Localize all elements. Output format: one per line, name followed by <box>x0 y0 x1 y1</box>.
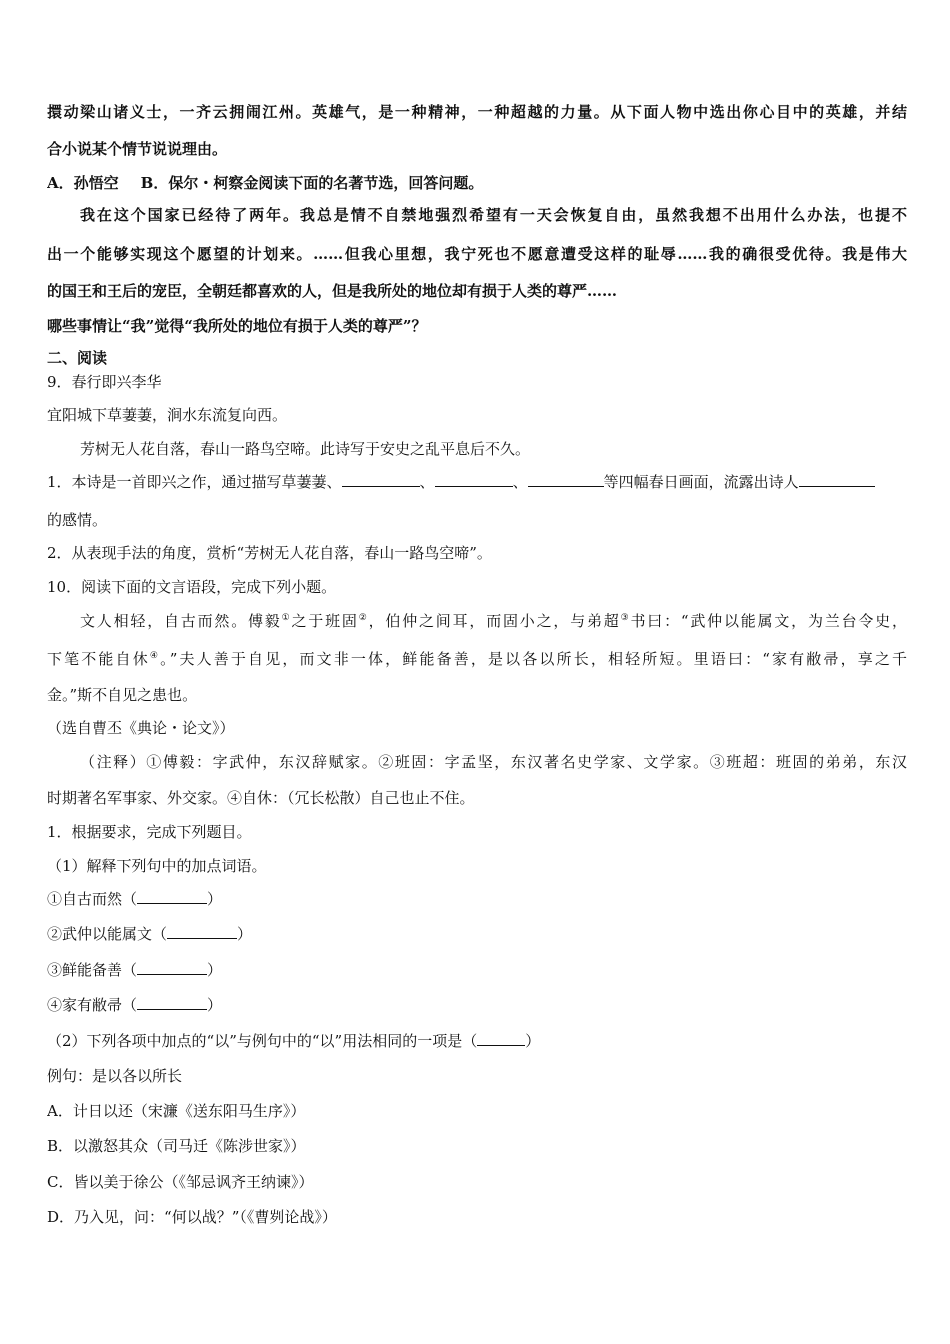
subquestion-1: 1．根据要求，完成下列题目。 <box>47 823 252 841</box>
word-item-3: ③鲜能备善（ ） <box>47 961 223 979</box>
answer-blank[interactable] <box>137 995 207 1010</box>
choice-d[interactable]: D．乃入见，问：“何以战？”（《曹刿论战》） <box>47 1208 337 1226</box>
intro-line-2: 合小说某个情节说说理由。 <box>47 140 228 158</box>
options-line <box>47 173 907 193</box>
excerpt-line-3: 的国王和王后的宠臣，全朝廷都喜欢的人，但是我所处的地位却有损于人类的尊严…… <box>47 282 618 300</box>
answer-blank[interactable] <box>799 472 875 487</box>
word-item-4: ④家有敝帚（ ） <box>47 996 223 1014</box>
notes-line-1: （注释）①傅毅：字武仲，东汉辞赋家。②班固：字孟坚，东汉著名史学家、文学家。③班超：班固的弟弟，东汉 <box>80 753 907 771</box>
example-sentence: 例句：是以各以所长 <box>47 1067 183 1085</box>
option-a: A．孙悟空 <box>47 174 119 192</box>
answer-blank[interactable] <box>342 472 420 487</box>
choice-a[interactable]: A．计日以还（宋濂《送东阳马生序》） <box>47 1102 306 1120</box>
intro-line-1: 擐动梁山诸义士，一齐云拥闹江州。英雄气，是一种精神，一种超越的力量。从下面人物中选出你心目中的英雄，并结 <box>47 103 907 121</box>
answer-blank[interactable] <box>435 472 513 487</box>
answer-blank[interactable] <box>137 960 207 975</box>
poem-line-1: 宜阳城下草萋萋，涧水东流复向西。 <box>47 406 288 424</box>
answer-blank[interactable] <box>528 472 604 487</box>
q9-2: 2．从表现手法的角度，赏析“芳树无人花自落，春山一路鸟空啼”。 <box>47 544 492 562</box>
word-item-2: ②武仲以能属文（ ） <box>47 925 253 943</box>
answer-blank[interactable] <box>137 889 207 904</box>
poem-line-2: 芳树无人花自落，春山一路鸟空啼。此诗写于安史之乱平息后不久。 <box>80 440 531 458</box>
option-b: B．保尔・柯察金阅读下面的名著节选，回答问题。 <box>140 174 484 192</box>
excerpt-line-2: 出一个能够实现这个愿望的计划来。……但我心里想，我宁死也不愿意遭受这样的耻辱……我的确很受优待。我是伟大 <box>47 245 907 263</box>
choice-c[interactable]: C．皆以美于徐公（《邹忌讽齐王纳谏》） <box>47 1173 314 1191</box>
q10-title: 10．阅读下面的文言语段，完成下列小题。 <box>47 578 337 596</box>
subquestion-1-1: （1）解释下列句中的加点词语。 <box>47 857 267 875</box>
source-citation: （选自曹丕《典论・论文》） <box>47 719 235 737</box>
answer-blank[interactable] <box>477 1031 525 1046</box>
excerpt-question: 哪些事情让“我”觉得“我所处的地位有损于人类的尊严”？ <box>47 317 427 335</box>
word-item-1: ①自古而然（ ） <box>47 890 223 908</box>
subquestion-1-2: （2）下列各项中加点的“以”与例句中的“以”用法相同的一项是（ ） <box>47 1032 541 1050</box>
answer-blank[interactable] <box>167 924 237 939</box>
q9-1-line: 1．本诗是一首即兴之作，通过描写草萋萋、 、 、 等四幅春日画面，流露出诗人 <box>47 472 907 492</box>
excerpt-line-1: 我在这个国家已经待了两年。我总是情不自禁地强烈希望有一天会恢复自由，虽然我想不出用什么办法，也提不 <box>80 206 907 224</box>
q9-1-line-2: 的感情。 <box>47 511 108 529</box>
classical-text-line-2: 下笔不能自休④。”夫人善于自见，而文非一体，鲜能备善，是以各以所长，相轻所短。里语曰：“家有敝帚，享之千 <box>47 650 907 668</box>
classical-text-line-1: 文人相轻，自古而然。傅毅①之于班固②，伯仲之间耳，而固小之，与弟超③书曰：“武仲以能属文，为兰台令史， <box>80 612 907 630</box>
notes-line-2: 时期著名军事家、外交家。④自休：（冗长松散）自己也止不住。 <box>47 789 475 807</box>
section-heading: 二、阅读 <box>47 349 108 367</box>
choice-b[interactable]: B．以激怒其众（司马迁《陈涉世家》） <box>47 1137 306 1155</box>
classical-text-line-3: 金。”斯不自见之患也。 <box>47 686 198 704</box>
q9-title: 9．春行即兴李华 <box>47 373 162 391</box>
